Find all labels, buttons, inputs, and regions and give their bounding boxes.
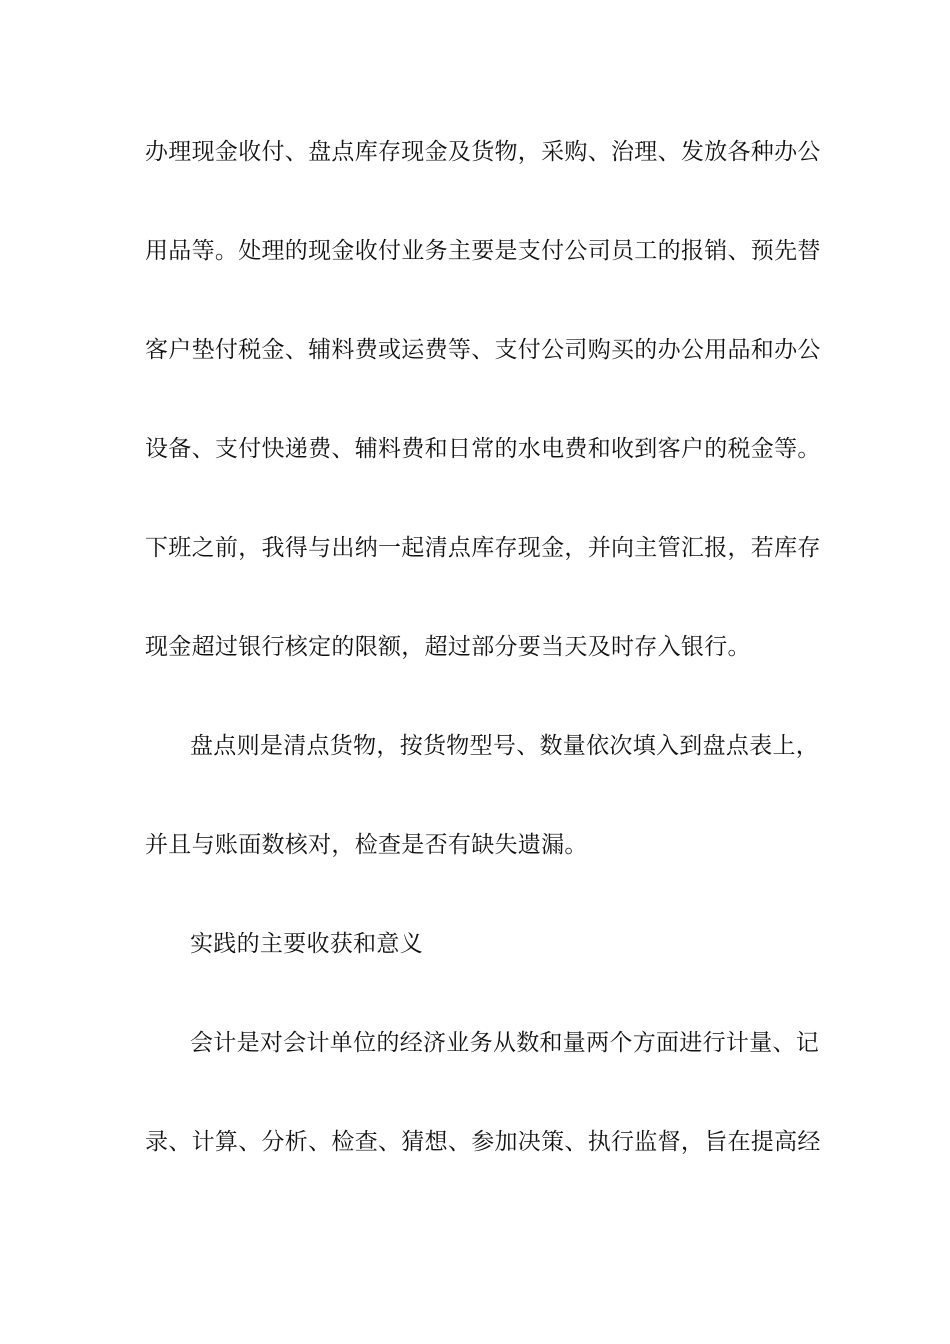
paragraph-line-1: 办理现金收付、盘点库存现金及货物，采购、治理、发放各种办公 [145, 139, 821, 165]
paragraph-line-8: 并且与账面数核对，检查是否有缺失遗漏。 [145, 832, 588, 858]
section-heading: 实践的主要收获和意义 [190, 931, 423, 957]
paragraph-line-4: 设备、支付快递费、辅料费和日常的水电费和收到客户的税金等。 [145, 436, 821, 462]
paragraph-line-10: 会计是对会计单位的经济业务从数和量两个方面进行计量、记 [190, 1030, 820, 1056]
paragraph-line-2: 用品等。处理的现金收付业务主要是支付公司员工的报销、预先替 [145, 238, 821, 264]
paragraph-line-3: 客户垫付税金、辅料费或运费等、支付公司购买的办公用品和办公 [145, 337, 821, 363]
paragraph-line-7: 盘点则是清点货物，按货物型号、数量依次填入到盘点表上， [190, 733, 820, 759]
paragraph-line-6: 现金超过银行核定的限额，超过部分要当天及时存入银行。 [145, 634, 751, 660]
paragraph-line-11: 录、计算、分析、检查、猜想、参加决策、执行监督，旨在提高经 [145, 1129, 821, 1155]
paragraph-line-5: 下班之前，我得与出纳一起清点库存现金，并向主管汇报，若库存 [145, 535, 821, 561]
